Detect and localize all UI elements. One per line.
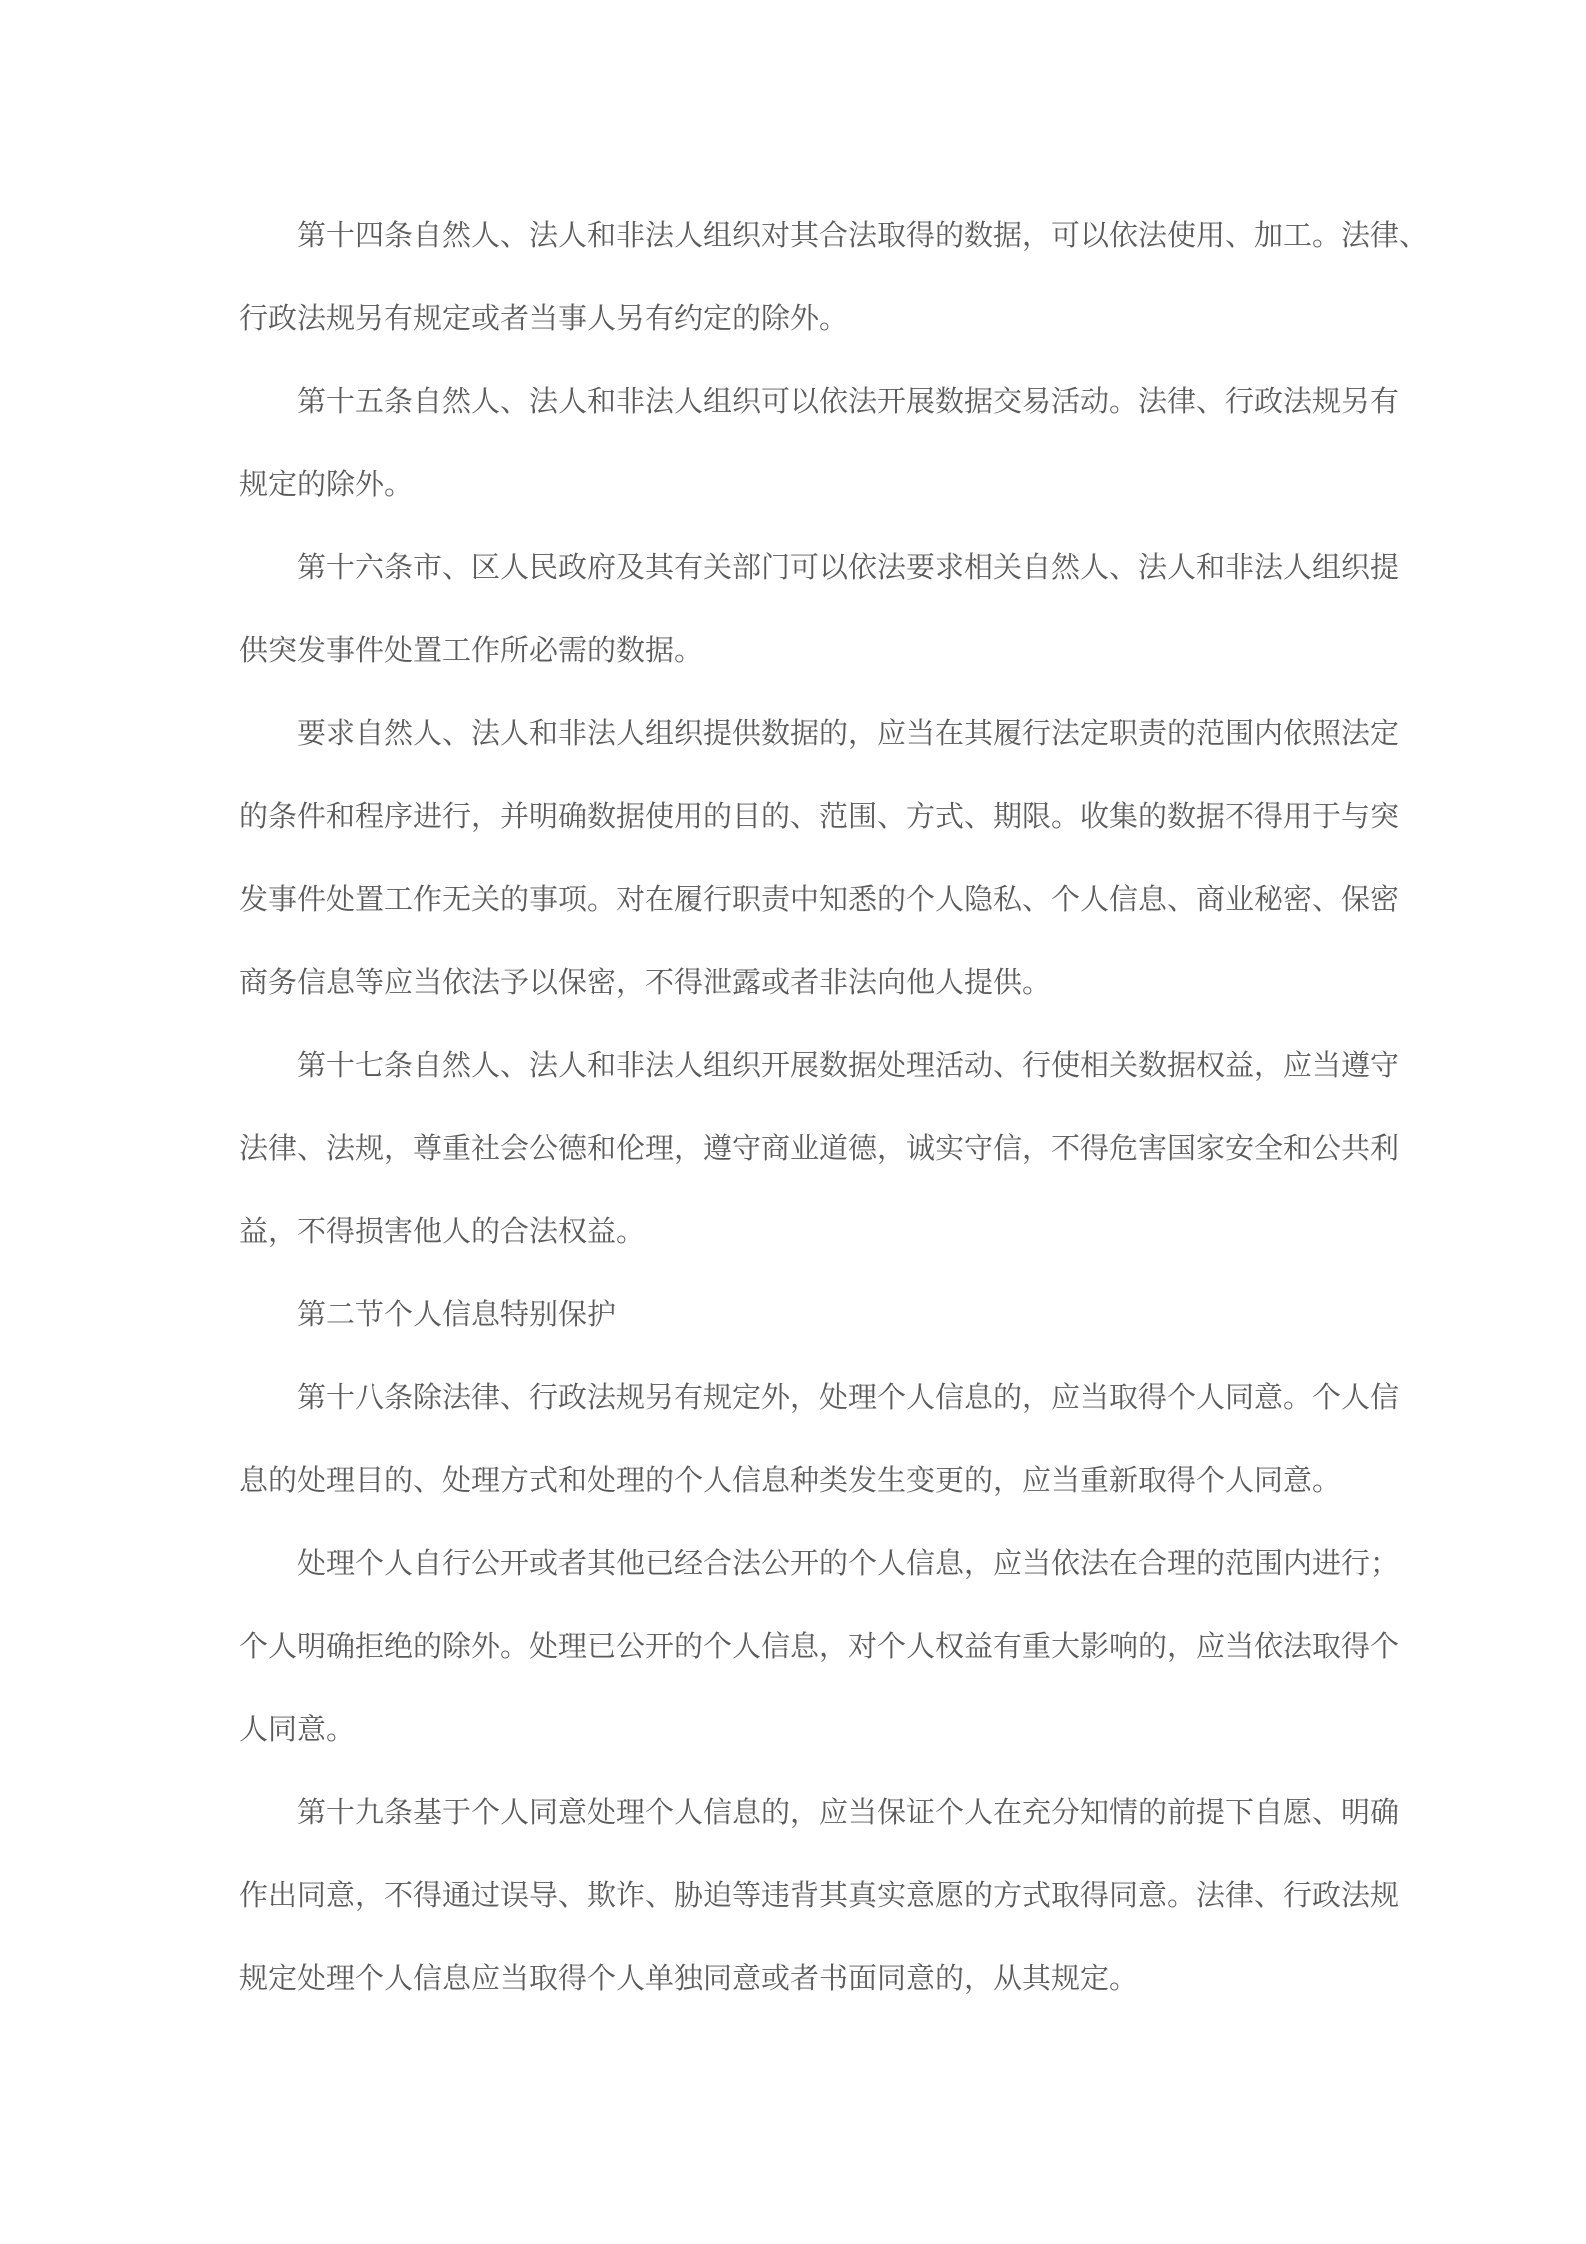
paragraph-article-15 (239, 360, 1400, 526)
text-line: 第十七条自然人、法人和非法人组织开展数据处理活动、行使相关数据权益，应当遵守 (297, 1048, 1400, 1082)
text-line: 供突发事件处置工作所必需的数据。 (239, 633, 704, 667)
section-title: 第二节个人信息特别保护 (297, 1297, 617, 1331)
paragraph-article-18-para-2 (239, 1522, 1400, 1771)
text-line: 个人明确拒绝的除外。处理已公开的个人信息，对个人权益有重大影响的，应当依法取得个 (239, 1629, 1400, 1663)
text-line: 益，不得损害他人的合法权益。 (239, 1214, 646, 1248)
paragraph-article-16-para-2 (239, 692, 1400, 1024)
text-line: 第十六条市、区人民政府及其有关部门可以依法要求相关自然人、法人和非法人组织提 (297, 550, 1400, 584)
text-line: 第十八条除法律、行政法规另有规定外，处理个人信息的，应当取得个人同意。个人信 (297, 1380, 1400, 1414)
text-line: 行政法规另有规定或者当事人另有约定的除外。 (239, 301, 849, 335)
paragraph-article-19 (239, 1771, 1400, 2020)
text-line: 作出同意，不得通过误导、欺诈、胁迫等违背其真实意愿的方式取得同意。法律、行政法规 (239, 1878, 1400, 1912)
text-line: 第十四条自然人、法人和非法人组织对其合法取得的数据，可以依法使用、加工。法律、 (297, 218, 1429, 252)
text-line: 处理个人自行公开或者其他已经合法公开的个人信息，应当依法在合理的范围内进行； (297, 1546, 1400, 1580)
text-line: 息的处理目的、处理方式和处理的个人信息种类发生变更的，应当重新取得个人同意。 (239, 1463, 1342, 1497)
text-line: 的条件和程序进行，并明确数据使用的目的、范围、方式、期限。收集的数据不得用于与突 (239, 799, 1400, 833)
paragraph-article-14 (239, 194, 1429, 360)
text-line: 规定处理个人信息应当取得个人单独同意或者书面同意的，从其规定。 (239, 1961, 1139, 1995)
text-line: 人同意。 (239, 1712, 356, 1746)
text-line: 法律、法规，尊重社会公德和伦理，遵守商业道德，诚实守信，不得危害国家安全和公共利 (239, 1131, 1400, 1165)
text-line: 第十五条自然人、法人和非法人组织可以依法开展数据交易活动。法律、行政法规另有 (297, 384, 1400, 418)
text-line: 发事件处置工作无关的事项。对在履行职责中知悉的个人隐私、个人信息、商业秘密、保密 (239, 882, 1400, 916)
paragraph-article-18 (239, 1356, 1400, 1522)
section-heading (239, 1273, 1349, 1356)
document-page (239, 194, 1429, 2020)
text-line: 商务信息等应当依法予以保密，不得泄露或者非法向他人提供。 (239, 965, 1052, 999)
text-line: 第十九条基于个人同意处理个人信息的，应当保证个人在充分知情的前提下自愿、明确 (297, 1795, 1400, 1829)
text-line: 要求自然人、法人和非法人组织提供数据的，应当在其履行法定职责的范围内依照法定 (297, 716, 1400, 750)
paragraph-article-17 (239, 1024, 1400, 1273)
text-line: 规定的除外。 (239, 467, 414, 501)
paragraph-article-16 (239, 526, 1400, 692)
